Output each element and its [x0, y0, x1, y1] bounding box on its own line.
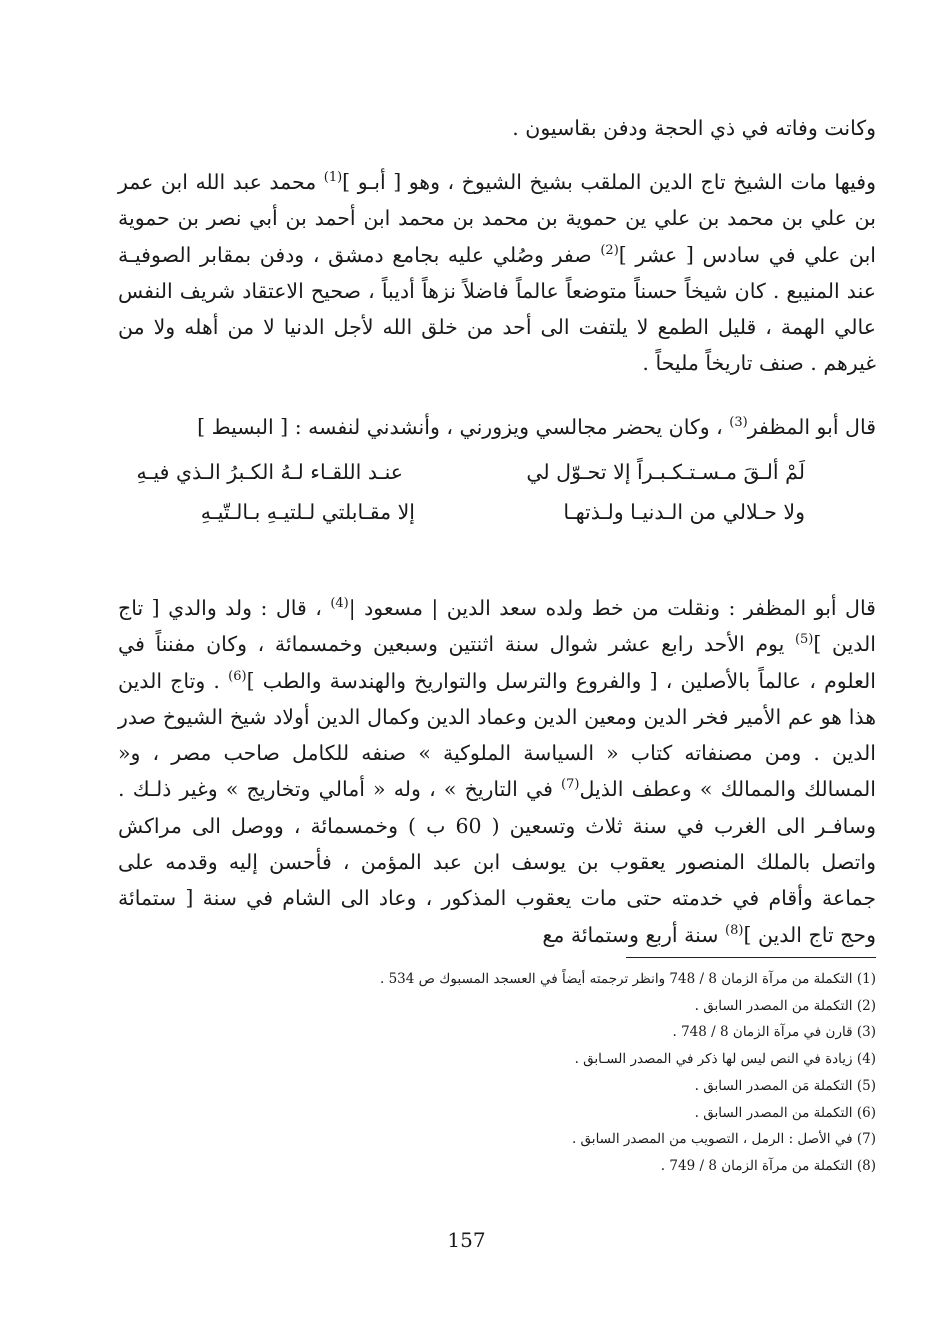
- footnote-1: (1) التكملة من مرآة الزمان 8 / 748 وانظر ترجمته أيضاً في العسجد المسبوك ص 534 .: [380, 971, 876, 987]
- para2-text: صفر وصُلي عليه بجامع دمشق ، ودفن بمقابر الصوفيـة عند المنيبع . كان شيخاً حسناً متوضعاً عالماً فاضلاً نزهاً أديباً ، صحيح الاعتقاد شريف النفس عالي الهمة ، قليل الطمع لا يلتفت الى أحد من خلق الله لأجل الدنيا لا من أهله ولا من غيرهم . صنف تاريخاً مليحاً .: [118, 242, 876, 376]
- para4-text: . وتاج الدين هذا هو عم الأمير فخر الدين ومعين الدين وعماد الدين وكمال الدين أولاد شيخ الشيوخ صدر الدين . ومن مصنفاته كتاب « السياسة الملوكية » صنفه للكامل صاحب مصر ، و« المسالك والممالك » وعطف الذيل: [118, 668, 876, 802]
- para4-text: سنة أربع وستمائة مع: [542, 922, 725, 947]
- page-number: 157: [447, 1228, 486, 1252]
- verse-2-first-hemistich: ولا حـلالي من الـدنيـا ولـذتهـا: [563, 500, 805, 524]
- footnote-5: (5) التكملة مَن المصدر السابق .: [694, 1077, 876, 1094]
- footnote-ref: (1): [323, 170, 343, 186]
- footnote-ref: (6): [228, 668, 247, 684]
- paragraph-biography: [118, 164, 876, 382]
- footnotes: [300, 966, 876, 1180]
- para4-text: ، قال : ولد والدي [ تاج الدين ]: [118, 596, 876, 657]
- para1-text: وكانت وفاته في ذي الحجة ودفن بقاسيون .: [512, 116, 876, 140]
- footnote-ref: (8): [725, 922, 744, 938]
- para4-text: يوم الأحد رابع عشر شوال سنة اثنتين وسبعين وخمسمائة ، وكان مفنناً في العلوم ، عالماً بالأصلين ، [ والفروع والترسل والتواريخ والهندسة والطب ]: [118, 632, 877, 693]
- verse-1-second-hemistich: عنـد اللقـاء لـهُ الكـبرُ الـذي فيـهِ: [136, 460, 403, 484]
- footnote-3: (3) قارن في مرآة الزمان 8 / 748 .: [672, 1024, 876, 1041]
- para4-text: قال أبو المظفر : ونقلت من خط ولده سعد الدين | مسعود |: [348, 596, 876, 620]
- footnote-ref: (4): [330, 596, 349, 612]
- footnote-2: (2) التكملة من المصدر السابق .: [694, 997, 876, 1014]
- footnote-8: (8) التكملة من مرآة الزمان 8 / 749 .: [660, 1157, 876, 1174]
- footnote-ref: (7): [561, 777, 580, 793]
- paragraph-son-account: [118, 590, 876, 953]
- footnote-ref: (5): [794, 632, 814, 648]
- paragraph-death-note: [118, 110, 876, 146]
- verse-2-second-hemistich: إلا مقـابلتي لـلتيـهِ بـالـتّيـهِ: [200, 500, 415, 524]
- footnote-ref: (3): [729, 415, 748, 431]
- footnote-divider: [626, 957, 876, 958]
- para3-text: ، وكان يحضر مجالسي ويزورني ، وأنشدني لنفسه : [ البسيط ]: [197, 415, 730, 439]
- footnote-6: (6) التكملة من المصدر السابق .: [694, 1104, 876, 1121]
- para4-text: في التاريخ » ، وله « أمالي وتخاريج » وغير ذلـك . وسافـر الى الغرب في سنة ثلاث وتسعين ( 60 ب ) وخمسمائة ، ووصل الى مراكش واتصل بالملك المنصور يعقوب بن يوسف ابن عبد المؤمن ، فأحسن إليه وقدمه على جماعة وأقام في خدمته حتى مات يعقوب المذكور ، وعاد الى الشام في سنة [ ستمائة وحج تاج الدين ]: [118, 777, 876, 947]
- footnote-4: (4) زيادة في النص ليس لها ذكر في المصدر السـابق .: [574, 1051, 876, 1068]
- para3-text: قال أبو المظفر: [747, 415, 876, 439]
- paragraph-poem-intro: [118, 409, 876, 445]
- para2-text: وفيها مات الشيخ تاج الدين الملقب بشيخ الشيوخ ، وهو [ أبـو ]: [342, 170, 876, 194]
- verse-1-first-hemistich: لَمْ ألـقَ مـسـتـكـبـراً إلا تحـوّل لي: [526, 460, 805, 484]
- para2-text: محمد عبد الله ابن عمر بن علي بن محمد بن علي ين حموية بن محمد بن محمد ابن أحمد بن أبي نصر بن حموية ابن علي في سادس [ عشر ]: [118, 170, 877, 267]
- footnote-ref: (2): [600, 242, 619, 258]
- footnote-7: (7) في الأصل : الرمل ، التصويب من المصدر السابق .: [571, 1131, 876, 1148]
